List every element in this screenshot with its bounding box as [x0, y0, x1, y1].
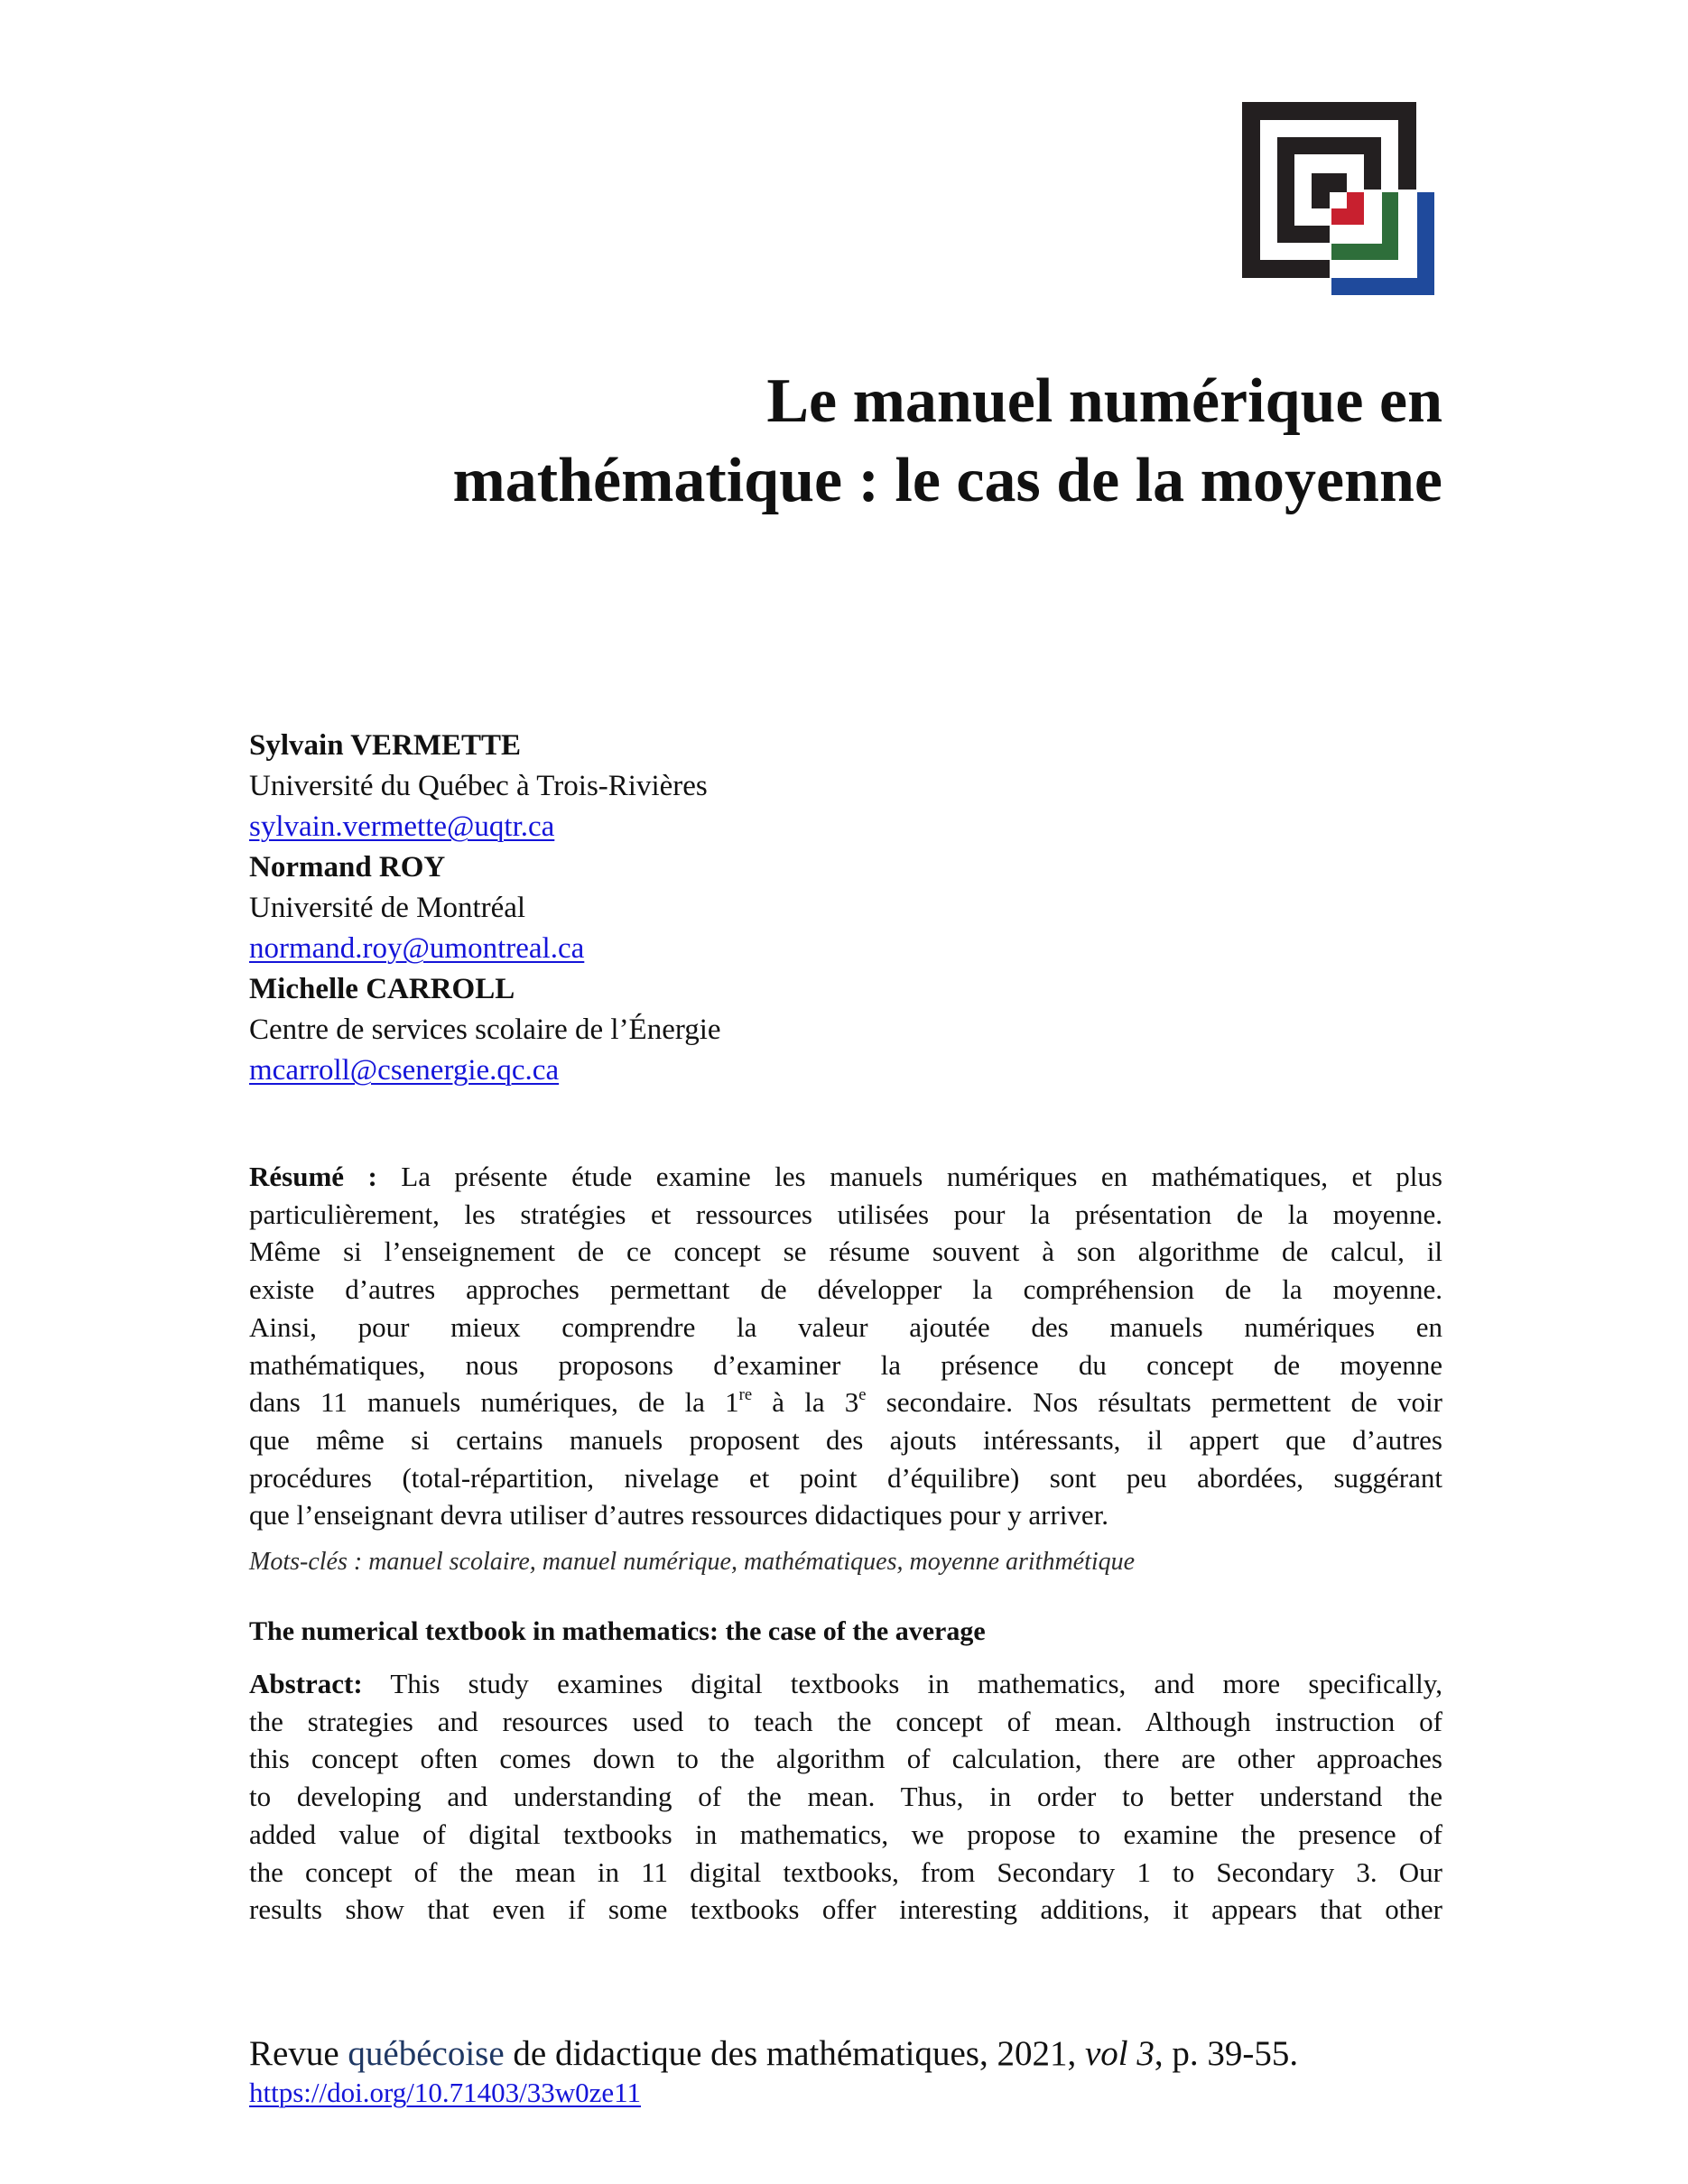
author-affiliation: Université du Québec à Trois-Rivières [249, 770, 708, 802]
abstract-line: results show that even if some textbooks offer interesting additions, it appears that other [249, 1893, 1442, 1926]
doi-line [249, 2077, 641, 2109]
resume-line-text: à la 3 [752, 1386, 859, 1419]
abstract-line: the strategies and resources used to teach the concept of mean. Although instruction of [249, 1705, 1442, 1737]
title-line-2: mathématique : le cas de la moyenne [452, 446, 1442, 515]
doi-link[interactable]: https://doi.org/10.71403/33w0ze11 [249, 2077, 641, 2108]
title-line-1: Le manuel numérique en [766, 366, 1442, 436]
resume-line [249, 1158, 1442, 1196]
abstract-paragraph [249, 1665, 1442, 1929]
abstract-line: added value of digital textbooks in mathematics, we propose to examine the presence of [249, 1818, 1442, 1850]
ordinal-superscript: re [738, 1385, 753, 1405]
keywords [249, 1544, 1442, 1580]
resume-line: mathématiques, nous proposons d’examiner la présence du concept de moyenne [249, 1348, 1442, 1381]
journal-name-rest: de didactique des mathématiques, 2021, [504, 2034, 1085, 2073]
resume-line: particulièrement, les stratégies et ressources utilisées pour la présentation de la moyenne. [249, 1198, 1442, 1230]
journal-logo [1237, 97, 1441, 301]
logo-red-mark [1331, 192, 1364, 225]
article-title [249, 362, 1442, 521]
keywords-text: manuel scolaire, manuel numérique, mathématiques, moyenne arithmétique [362, 1548, 1136, 1576]
abstract-line: to developing and understanding of the mean. Thus, in order to better understand the [249, 1781, 1442, 1813]
journal-pages: , p. 39-55. [1154, 2034, 1299, 2073]
resume-line: que même si certains manuels proposent des ajouts intéressants, il appert que d’autres [249, 1423, 1442, 1456]
abstract-line: this concept often comes down to the algorithm of calculation, there are other approaches [249, 1743, 1442, 1775]
author-email-link[interactable]: normand.roy@umontreal.ca [249, 932, 585, 965]
author-name: Normand ROY [249, 851, 446, 884]
author-affiliation: Université de Montréal [249, 892, 526, 924]
resume-line [249, 1384, 1442, 1421]
abstract-line-text: This study examines digital textbooks in mathematics, and more specifically, [362, 1668, 1442, 1699]
journal-citation [249, 2034, 1513, 2074]
abstract-line: the concept of the mean in 11 digital textbooks, from Secondary 1 to Secondary 3. Our [249, 1855, 1442, 1888]
author-email-link[interactable]: mcarroll@csenergie.qc.ca [249, 1054, 560, 1087]
journal-volume: vol 3 [1085, 2034, 1155, 2073]
resume-line-text: secondaire. Nos résultats permettent de voir [866, 1386, 1442, 1419]
journal-name-highlight: québécoise [348, 2034, 505, 2073]
author-email-link[interactable]: sylvain.vermette@uqtr.ca [249, 810, 555, 843]
resume-line: Même si l’enseignement de ce concept se résume souvent à son algorithme de calcul, il [249, 1235, 1442, 1268]
author-name: Michelle CARROLL [249, 973, 515, 1005]
resume-label: Résumé : [249, 1161, 377, 1192]
ordinal-superscript: e [858, 1385, 867, 1405]
journal-name-prefix: Revue [249, 2034, 348, 2073]
resume-line: Ainsi, pour mieux comprendre la valeur ajoutée des manuels numériques en [249, 1310, 1442, 1343]
resume-paragraph [249, 1158, 1442, 1534]
abstract-label: Abstract: [249, 1668, 363, 1699]
resume-line: que l’enseignant devra utiliser d’autres ressources didactiques pour y arriver. [249, 1499, 1109, 1532]
author-affiliation: Centre de services scolaire de l’Énergie [249, 1013, 721, 1046]
english-title-heading: The numerical textbook in mathematics: the case of the average [249, 1616, 986, 1646]
abstract-line [249, 1665, 1442, 1703]
resume-line-text: dans 11 manuels numériques, de la 1 [249, 1386, 739, 1419]
resume-line: existe d’autres approches permettant de développer la compréhension de la moyenne. [249, 1273, 1442, 1306]
resume-line-text: La présente étude examine les manuels numériques en mathématiques, et plus [376, 1161, 1442, 1192]
logo-green-mark [1331, 192, 1398, 260]
keywords-label: Mots-clés : [249, 1548, 363, 1576]
author-name: Sylvain VERMETTE [249, 729, 522, 762]
authors-block [249, 726, 1062, 1091]
resume-line: procédures (total-répartition, nivelage et point d’équilibre) sont peu abordées, suggérant [249, 1461, 1442, 1494]
